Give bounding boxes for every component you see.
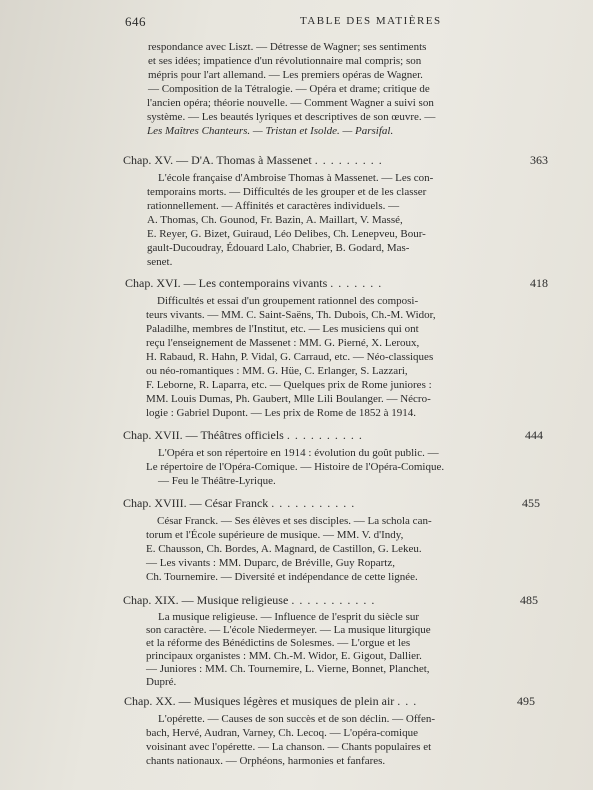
text-line: logie : Gabriel Dupont. — Les prix de Rome de 1852 à 1914. xyxy=(146,407,417,419)
text-line: système. — Les beautés lyriques et descriptives de son œuvre. — xyxy=(147,111,436,123)
text-line: — Composition de la Tétralogie. — Opéra et drame; critique de xyxy=(148,83,430,95)
text-line: son caractère. — L'école Niedermeyer. — La musique liturgique xyxy=(146,624,431,636)
text-line: et la réforme des Bénédictins de Solesmes. — L'orgue et les xyxy=(146,637,411,649)
chapter-entry xyxy=(0,593,593,688)
text-line: A. Thomas, Ch. Gounod, Fr. Bazin, A. Maillart, V. Massé, xyxy=(147,214,403,226)
text-line: — Les vivants : MM. Duparc, de Bréville, Guy Ropartz, xyxy=(146,557,395,569)
text-line: chants nationaux. — Orphéons, harmonies et fanfares. xyxy=(146,755,386,767)
text-line: MM. Louis Dumas, Ph. Gaubert, Mlle Lili Boulanger. — Nécro- xyxy=(146,393,431,405)
chapter-page-number: 418 xyxy=(530,276,548,290)
chapter-heading: Chap. XVIII. — César Franck ........... xyxy=(123,496,360,510)
text-line: L'Opéra et son répertoire en 1914 : évolution du goût public. — xyxy=(158,447,439,459)
text-line: E. Reyer, G. Bizet, Guiraud, Léo Delibes, Ch. Lenepveu, Bour- xyxy=(147,228,426,240)
text-line: l'ancien opéra; théorie nouvelle. — Comment Wagner a suivi son xyxy=(147,97,434,109)
chapter-heading: Chap. XVII. — Théâtres officiels .......... xyxy=(123,428,367,442)
text-line: — Juniores : MM. Ch. Tournemire, L. Vierne, Bonnet, Planchet, xyxy=(146,663,430,675)
chapter-heading: Chap. XIX. — Musique religieuse ........... xyxy=(123,593,380,607)
text-line: voisinant avec l'opérette. — La chanson. — Chants populaires et xyxy=(146,741,432,753)
text-line: — Feu le Théâtre-Lyrique. xyxy=(158,475,276,487)
chapter-entry xyxy=(0,694,593,769)
text-line: F. Leborne, R. Laparra, etc. — Quelques prix de Rome juniores : xyxy=(146,379,432,391)
chapter-entry xyxy=(0,276,593,419)
chapter-heading: Chap. XX. — Musiques légères et musiques de plein air ... xyxy=(124,694,422,708)
chapter-page-number: 444 xyxy=(525,428,543,442)
text-line: senet. xyxy=(147,256,173,268)
text-line: L'école française d'Ambroise Thomas à Massenet. — Les con- xyxy=(158,172,434,184)
text-line: Difficultés et essai d'un groupement rationnel des composi- xyxy=(157,295,419,307)
chapter-page-number: 455 xyxy=(522,496,540,510)
text-line: rationnellement. — Affinités et caractères individuels. — xyxy=(147,200,400,212)
text-line: La musique religieuse. — Influence de l'esprit du siècle sur xyxy=(158,611,420,623)
chapter-page-number: 363 xyxy=(530,153,548,167)
text-line: L'opérette. — Causes de son succès et de son déclin. — Offen- xyxy=(158,713,436,725)
running-title: TABLE DES MATIÈRES xyxy=(300,15,442,27)
page-header xyxy=(125,14,575,34)
text-line: Le répertoire de l'Opéra-Comique. — Histoire de l'Opéra-Comique. xyxy=(146,461,445,473)
text-line: Paladilhe, membres de l'Institut, etc. — Les musiciens qui ont xyxy=(146,323,419,335)
chapter-entry xyxy=(0,496,593,581)
text-line: ou néo-romantiques : MM. G. Hüe, C. Erlanger, S. Lazzari, xyxy=(146,365,408,377)
chapter-page-number: 485 xyxy=(520,593,538,607)
text-line: torum et l'École supérieure de musique. — MM. V. d'Indy, xyxy=(146,529,404,541)
chapter-heading: Chap. XV. — D'A. Thomas à Massenet ......... xyxy=(123,153,387,167)
text-line: bach, Hervé, Audran, Varney, Ch. Lecoq. — L'opéra-comique xyxy=(146,727,418,739)
text-line: et ses idées; impatience d'un révolutionnaire mal compris; son xyxy=(148,55,422,67)
text-line: E. Chausson, Ch. Bordes, A. Magnard, de Castillon, G. Lekeu. xyxy=(146,543,422,555)
chapter-entry xyxy=(0,428,593,488)
text-line: principaux organistes : MM. Ch.-M. Widor, E. Gigout, Dallier. xyxy=(146,650,422,662)
text-line: Ch. Tournemire. — Diversité et indépendance de cette lignée. xyxy=(146,571,418,583)
text-line: H. Rabaud, R. Hahn, P. Vidal, G. Carraud, etc. — Néo-classiques xyxy=(146,351,434,363)
text-line: Les Maîtres Chanteurs. — Tristan et Isolde. — Parsifal. xyxy=(147,125,394,137)
text-line: mépris pour l'art allemand. — Les premiers opéras de Wagner. xyxy=(148,69,423,81)
text-line: respondance avec Liszt. — Détresse de Wagner; ses sentiments xyxy=(148,41,427,53)
text-line: temporains morts. — Difficultés de les grouper et de les classer xyxy=(147,186,427,198)
page-number: 646 xyxy=(125,14,146,29)
text-line: Dupré. xyxy=(146,676,177,688)
text-line: reçu l'enseignement de Massenet : MM. G. Pierné, X. Leroux, xyxy=(146,337,420,349)
text-line: César Franck. — Ses élèves et ses disciples. — La schola can- xyxy=(157,515,432,527)
text-line: teurs vivants. — MM. C. Saint-Saëns, Th. Dubois, Ch.-M. Widor, xyxy=(146,309,436,321)
intro-continuation xyxy=(0,40,593,140)
chapter-page-number: 495 xyxy=(517,694,535,708)
chapter-heading: Chap. XVI. — Les contemporains vivants ....... xyxy=(125,276,387,290)
text-line: gault-Ducoudray, Édouard Lalo, Chabrier, B. Godard, Mas- xyxy=(147,242,410,254)
chapter-entry xyxy=(0,153,593,268)
